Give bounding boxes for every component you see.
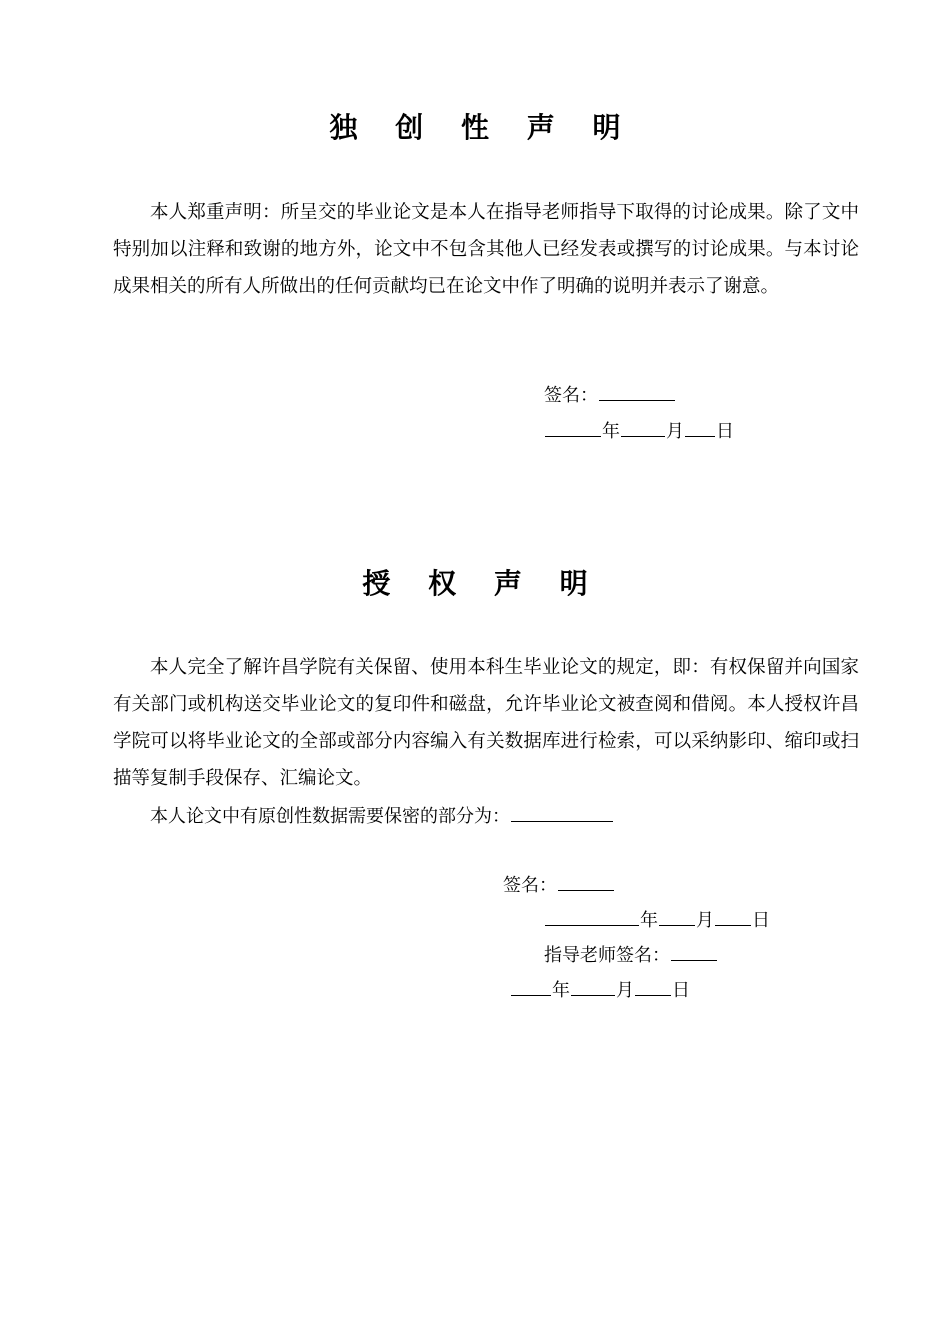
date2-year-blank[interactable] — [511, 977, 551, 996]
authorization-signature-blank[interactable] — [558, 872, 614, 891]
authorization-signature-line — [503, 872, 615, 898]
date1-month-label: 月 — [696, 910, 714, 931]
originality-date-line — [544, 418, 734, 444]
date1-year-label: 年 — [640, 910, 658, 931]
authorization-title: 授 权 声 明 — [362, 567, 602, 600]
date2-day-blank[interactable] — [635, 977, 671, 996]
originality-year-blank[interactable] — [545, 418, 601, 437]
originality-signature-blank[interactable] — [599, 382, 675, 401]
date2-month-label: 月 — [616, 980, 634, 1001]
date1-month-blank[interactable] — [659, 907, 695, 926]
authorization-date1-line — [544, 907, 770, 933]
authorization-signature-label: 签名： — [503, 875, 557, 896]
originality-title: 独 创 性 声 明 — [329, 111, 635, 144]
date2-year-label: 年 — [552, 980, 570, 1001]
originality-month-blank[interactable] — [621, 418, 665, 437]
originality-month-label: 月 — [666, 421, 684, 442]
authorization-date2-line — [510, 977, 690, 1003]
originality-signature-label: 签名： — [544, 385, 598, 406]
originality-day-blank[interactable] — [685, 418, 715, 437]
date1-day-blank[interactable] — [715, 907, 751, 926]
originality-year-label: 年 — [602, 421, 620, 442]
confidential-label: 本人论文中有原创性数据需要保密的部分为： — [150, 806, 510, 827]
date1-year-blank[interactable] — [545, 907, 639, 926]
advisor-signature-line — [544, 942, 718, 968]
advisor-signature-label: 指导老师签名： — [544, 945, 670, 966]
authorization-body: 本人完全了解许昌学院有关保留、使用本科生毕业论文的规定，即：有权保留并向国家有关部门或机构送交毕业论文的复印件和磁盘，允许毕业论文被查阅和借阅。本人授权许昌学院可以将毕业论文的全部或部分内容编入有关数据库进行检索，可以采纳影印、缩印或扫描等复制手段保存、汇编论文。 — [113, 657, 859, 789]
date2-month-blank[interactable] — [571, 977, 615, 996]
advisor-signature-blank[interactable] — [671, 942, 717, 961]
confidential-line — [150, 803, 614, 829]
originality-day-label: 日 — [716, 421, 734, 442]
date1-day-label: 日 — [752, 910, 770, 931]
originality-body: 本人郑重声明：所呈交的毕业论文是本人在指导老师指导下取得的讨论成果。除了文中特别加以注释和致谢的地方外，论文中不包含其他人已经发表或撰写的讨论成果。与本讨论成果相关的所有人所做出的任何贡献均已在论文中作了明确的说明并表示了谢意。 — [113, 202, 859, 297]
originality-signature-line — [544, 382, 676, 408]
confidential-blank[interactable] — [511, 803, 613, 822]
date2-day-label: 日 — [672, 980, 690, 1001]
